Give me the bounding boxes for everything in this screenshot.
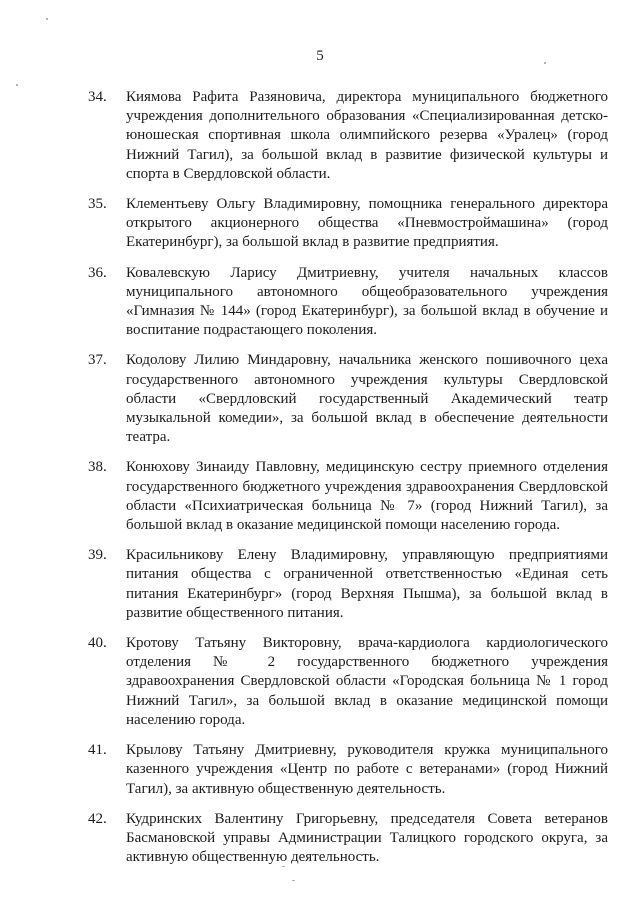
- list-item: [88, 546, 608, 623]
- item-number: 38.: [88, 459, 107, 476]
- award-list: [88, 88, 608, 878]
- list-item: [88, 458, 608, 535]
- item-number: 35.: [88, 196, 107, 213]
- scan-speck: [282, 866, 285, 867]
- item-number: 39.: [88, 547, 107, 564]
- list-item: [88, 634, 608, 730]
- item-text: Крылову Татьяну Дмитриевну, руководителя кружка муниципального казенного учреждения «Центр по работе с ветеранами» (город Нижний Тагил), за активную общественную деятельность.: [126, 742, 608, 797]
- item-number: 37.: [88, 352, 107, 369]
- item-text: Конюхову Зинаиду Павловну, медицинскую сестру приемного отделения государственного бюджетного учреждения здравоохранения Свердловской области «Психиатрическая больница № 7» (город Нижний Тагил), за большой вклад в оказание медицинской помощи населению города.: [126, 459, 608, 534]
- item-text: Ковалевскую Ларису Дмитриевну, учителя начальных классов муниципального автономного общеобразовательного учреждения «Гимназия № 144» (город Екатеринбург), за большой вклад в обучение и воспитание подрастающего поколения.: [126, 264, 608, 339]
- item-text: Красильникову Елену Владимировну, управляющую предприятиями питания общества с ограниченной ответственностью «Единая сеть питания Екатеринбург» (город Верхняя Пышма), за большой вклад в развитие общественного питания.: [126, 547, 608, 621]
- list-item: [88, 88, 608, 184]
- item-text: Киямова Рафита Разяновича, директора муниципального бюджетного учреждения дополнительного образования «Специализированная детско-юношеская спортивная школа олимпийского резерва «Уралец» (город Нижний Тагил), за большой вклад в развитие физической культуры и спорта в Свердловской области.: [126, 89, 608, 182]
- list-item: [88, 264, 608, 341]
- list-item: [88, 351, 608, 447]
- list-item: [88, 810, 608, 868]
- scan-speck: [544, 62, 546, 64]
- item-text: Кодолову Лилию Миндаровну, начальника женского пошивочного цеха государственного автономного учреждения культуры Свердловской области «Свердловский государственный Академический театр музыкальной комедии», за большой вклад в обеспечение деятельности театра.: [126, 352, 608, 446]
- item-number: 40.: [88, 635, 107, 652]
- item-number: 36.: [88, 264, 107, 281]
- item-text: Кудринских Валентину Григорьевну, председателя Совета ветеранов Басмановской управы Администрации Талицкого городского округа, за активную общественную деятельность.: [126, 810, 608, 866]
- scan-speck: [16, 84, 18, 86]
- page-number: 5: [316, 48, 324, 64]
- item-number: 42.: [88, 810, 107, 827]
- item-text: Клементьеву Ольгу Владимировну, помощника генерального директора открытого акционерного общества «Пневмостроймашина» (город Екатеринбург), за большой вклад в развитие предприятия.: [126, 196, 608, 251]
- list-item: [88, 195, 608, 253]
- item-number: 41.: [88, 742, 107, 759]
- item-text: Кротову Татьяну Викторовну, врача-кардиолога кардиологического отделения № 2 государственного бюджетного учреждения здравоохранения Свердловской области «Городская больница № 1 город Нижний Тагил», за большой вклад в оказание медицинской помощи населению города.: [126, 635, 608, 728]
- scan-speck: [292, 880, 295, 881]
- scan-speck: [46, 18, 48, 20]
- item-number: 34.: [88, 89, 107, 105]
- list-item: [88, 741, 608, 799]
